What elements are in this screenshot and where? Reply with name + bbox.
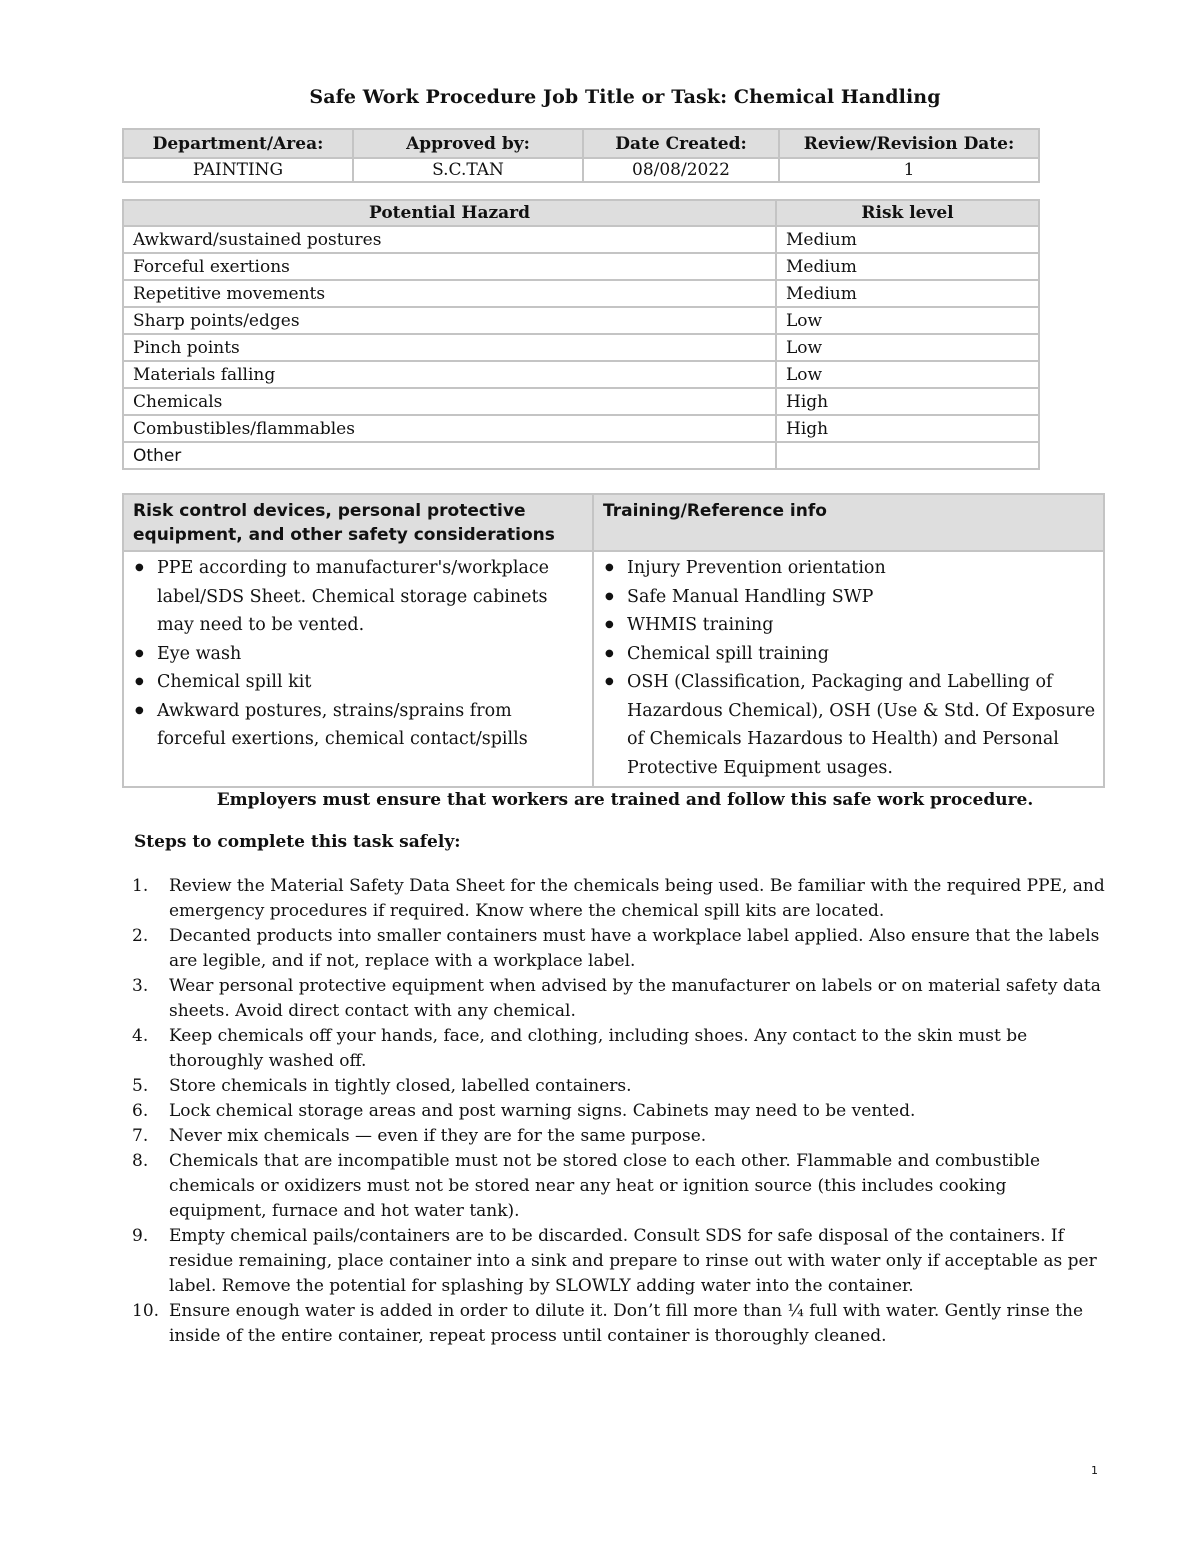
approved-by-value: S.C.TAN [353, 158, 583, 182]
step-number: 9. [132, 1226, 149, 1246]
hazard-name: Pinch points [123, 334, 776, 361]
review-date-header: Review/Revision Date: [779, 129, 1039, 158]
info-value-row [123, 158, 1039, 182]
step-text: Ensure enough water is added in order to dilute it. Don’t fill more than ¼ full with water. Gently rinse the inside of the entire container, repeat process until container is thoroughly cleaned. [169, 1301, 1084, 1346]
hazard-name: Sharp points/edges [123, 307, 776, 334]
list-item: ● Chemical spill training [602, 640, 1097, 669]
risk-level: Low [776, 361, 1039, 388]
date-created-header: Date Created: [583, 129, 779, 158]
training-cell [593, 551, 1104, 787]
hazard-name: Forceful exertions [123, 253, 776, 280]
step-number: 2. [132, 926, 149, 946]
hazard-row [123, 280, 1039, 307]
list-item: ● PPE according to manufacturer's/workplace label/SDS Sheet. Chemical storage cabinets may need to be vented. [132, 554, 586, 640]
page-title: Safe Work Procedure Job Title or Task: Chemical Handling [309, 86, 941, 108]
hazard-row [123, 415, 1039, 442]
step-text: Keep chemicals off your hands, face, and clothing, including shoes. Any contact to the skin must be thoroughly washed off. [169, 1026, 1028, 1071]
risk-level: High [776, 415, 1039, 442]
list-item: ● WHMIS training [602, 611, 1097, 640]
step-item [132, 1024, 1105, 1074]
approved-by-header: Approved by: [353, 129, 583, 158]
hazard-row [123, 226, 1039, 253]
step-text: Lock chemical storage areas and post warning signs. Cabinets may need to be vented. [169, 1101, 916, 1121]
list-item: ● Awkward postures, strains/sprains from forceful exertions, chemical contact/spills [132, 697, 586, 754]
hazard-name: Combustibles/flammables [123, 415, 776, 442]
step-number: 7. [132, 1126, 149, 1146]
training-list [602, 554, 1097, 782]
department-header: Department/Area: [123, 129, 353, 158]
step-text: Empty chemical pails/containers are to be discarded. Consult SDS for safe disposal of the containers. If residue remaining, place container into a sink and prepare to rinse out with water only if acceptable as per label. Remove the potential for splashing by SLOWLY adding water into the container. [169, 1226, 1097, 1296]
risk-level: Medium [776, 253, 1039, 280]
date-created-value: 08/08/2022 [583, 158, 779, 182]
step-number: 3. [132, 976, 149, 996]
step-number: 10. [132, 1301, 160, 1321]
list-item: ● Safe Manual Handling SWP [602, 583, 1097, 612]
step-item [132, 924, 1105, 974]
hazard-name: Repetitive movements [123, 280, 776, 307]
step-item [132, 1074, 1105, 1099]
risk-level: Medium [776, 226, 1039, 253]
hazard-row [123, 307, 1039, 334]
hazard-table [122, 199, 1040, 470]
steps-heading: Steps to complete this task safely: [134, 832, 461, 852]
potential-hazard-header: Potential Hazard [123, 200, 776, 226]
risk-control-content-row [123, 551, 1104, 787]
hazard-name: Other [123, 442, 776, 469]
review-date-value: 1 [779, 158, 1039, 182]
step-item [132, 1299, 1105, 1349]
step-item [132, 974, 1105, 1024]
step-item [132, 1099, 1105, 1124]
step-item [132, 1124, 1105, 1149]
hazard-row [123, 361, 1039, 388]
list-item: ● Eye wash [132, 640, 586, 669]
step-text: Store chemicals in tightly closed, labelled containers. [169, 1076, 632, 1096]
step-item [132, 1149, 1105, 1224]
risk-control-list [132, 554, 586, 754]
page-number: 1 [1091, 1464, 1098, 1477]
risk-level-header: Risk level [776, 200, 1039, 226]
step-text: Never mix chemicals — even if they are for the same purpose. [169, 1126, 707, 1146]
steps-list [132, 874, 1105, 1349]
step-number: 1. [132, 876, 149, 896]
step-number: 8. [132, 1151, 149, 1171]
step-text: Review the Material Safety Data Sheet for the chemicals being used. Be familiar with the required PPE, and emergency procedures if required. Know where the chemical spill kits are located. [169, 876, 1105, 921]
step-number: 5. [132, 1076, 149, 1096]
risk-control-header-row [123, 494, 1104, 551]
risk-level: Low [776, 307, 1039, 334]
hazard-row [123, 388, 1039, 415]
step-text: Chemicals that are incompatible must not be stored close to each other. Flammable and combustible chemicals or oxidizers must not be stored near any heat or ignition source (this includes cooking equipment, furnace and hot water tank). [169, 1151, 1041, 1221]
hazard-name: Awkward/sustained postures [123, 226, 776, 253]
list-item: ● Injury Prevention orientation [602, 554, 1097, 583]
hazard-header-row [123, 200, 1039, 226]
step-number: 6. [132, 1101, 149, 1121]
training-header: Training/Reference info [593, 494, 1104, 551]
list-item: ● Chemical spill kit [132, 668, 586, 697]
risk-control-cell [123, 551, 593, 787]
hazard-name: Materials falling [123, 361, 776, 388]
step-number: 4. [132, 1026, 149, 1046]
hazard-row [123, 442, 1039, 469]
risk-control-table [122, 493, 1105, 788]
employer-notice: Employers must ensure that workers are trained and follow this safe work procedure. [216, 790, 1034, 810]
step-item [132, 1224, 1105, 1299]
department-value: PAINTING [123, 158, 353, 182]
risk-level [776, 442, 1039, 469]
step-text: Decanted products into smaller containers must have a workplace label applied. Also ensure that the labels are legible, and if not, replace with a workplace label. [169, 926, 1100, 971]
hazard-row [123, 334, 1039, 361]
list-item: ● OSH (Classification, Packaging and Labelling of Hazardous Chemical), OSH (Use & Std. Of Exposure of Chemicals Hazardous to Health) and Personal Protective Equipment usages. [602, 668, 1097, 782]
info-header-row [123, 129, 1039, 158]
risk-control-header: Risk control devices, personal protective equipment, and other safety considerations [123, 494, 593, 551]
risk-level: Medium [776, 280, 1039, 307]
hazard-name: Chemicals [123, 388, 776, 415]
procedure-info-table [122, 128, 1040, 183]
step-text: Wear personal protective equipment when advised by the manufacturer on labels or on material safety data sheets. Avoid direct contact with any chemical. [169, 976, 1101, 1021]
risk-level: High [776, 388, 1039, 415]
step-item [132, 874, 1105, 924]
risk-level: Low [776, 334, 1039, 361]
hazard-row [123, 253, 1039, 280]
